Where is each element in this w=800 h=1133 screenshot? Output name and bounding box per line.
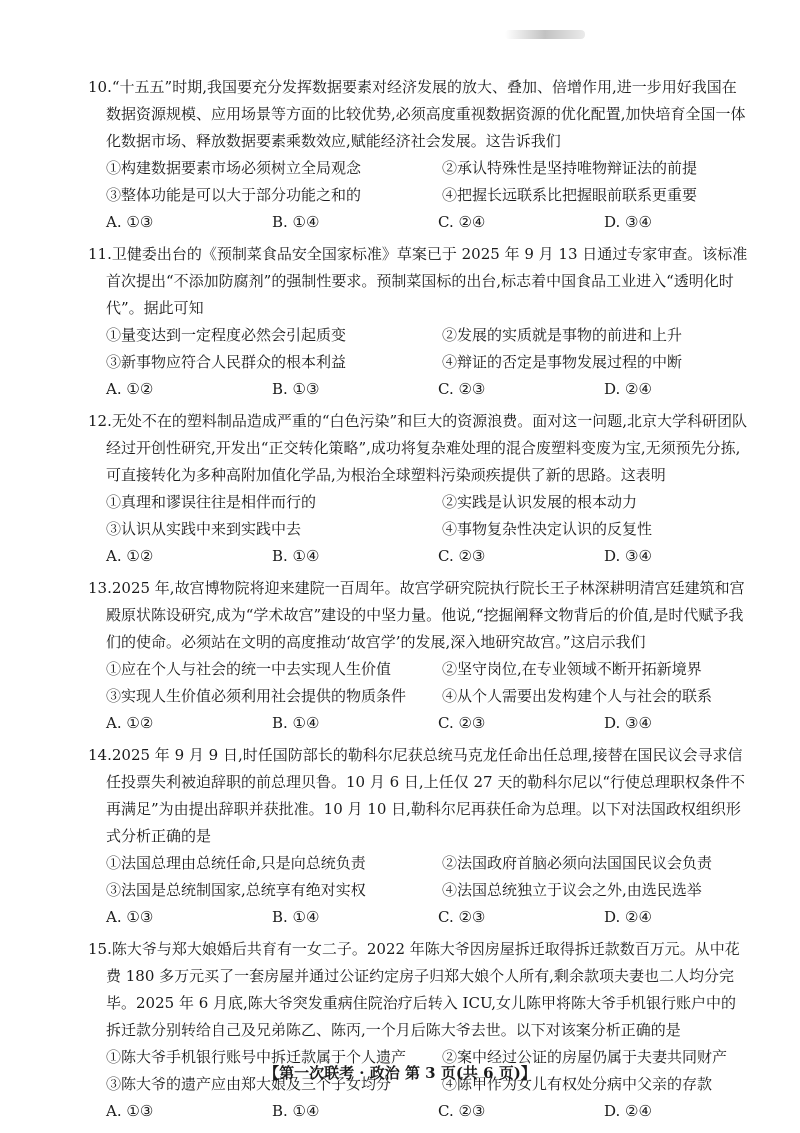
answer-choice: C. ②④ xyxy=(438,213,486,231)
statement-option: ④把握长远联系比把握眼前联系更重要 xyxy=(442,186,698,204)
statement-option: ①量变达到一定程度必然会引起质变 xyxy=(106,326,347,344)
answer-choice: D. ③④ xyxy=(604,714,652,732)
statement-option: ②案中经过公证的房屋仍属于夫妻共同财产 xyxy=(442,1048,728,1066)
page-footer: 【第一次联考 · 政治 第 3 页(共 6 页)】 xyxy=(264,1064,536,1082)
question-stem: 10.“十五五”时期,我国要充分发挥数据要素对经济发展的放大、叠加、倍增作用,进一步用好我国在数据资源规模、应用场景等方面的比较优势,必须高度重视数据资源的优化配置,加快培育全国一体化数据市场、释放数据要素乘数效应,赋能经济社会发展。这告诉我们 xyxy=(88,78,746,150)
statement-option: ②法国政府首脑必须向法国国民议会负责 xyxy=(442,854,713,872)
question-14 xyxy=(88,742,750,930)
statement-option: ①法国总理由总统任命,只是向总统负责 xyxy=(106,854,366,872)
answer-choice: A. ①③ xyxy=(106,908,154,926)
statement-option: ④事物复杂性决定认识的反复性 xyxy=(442,520,653,538)
answer-choice: A. ①② xyxy=(106,380,154,398)
question-stem: 15.陈大爷与郑大娘婚后共育有一女二子。2022 年陈大爷因房屋拆迁取得拆迁款数百万元。从中花费 180 多万元买了一套房屋并通过公证约定房子归郑大娘个人所有,剩余款项夫妻也二人均分完毕。2025 年 6 月底,陈大爷突发重病住院治疗后转入 ICU,女儿陈甲将陈大爷手机银行账户中的拆迁款分别转给自己及兄弟陈乙、陈丙,一个月后陈大爷去世。以下对该案分析正确的是 xyxy=(88,940,740,1039)
question-15 xyxy=(88,936,750,1124)
answer-choice: C. ②③ xyxy=(438,714,486,732)
answer-choice: C. ②③ xyxy=(438,380,486,398)
statement-option: ①陈大爷手机银行账号中拆迁款属于个人遗产 xyxy=(106,1048,407,1066)
statement-option: ③法国是总统制国家,总统享有绝对实权 xyxy=(106,881,366,899)
answer-choice: A. ①② xyxy=(106,547,154,565)
question-10 xyxy=(88,74,750,235)
question-stem: 13.2025 年,故宫博物院将迎来建院一百周年。故宫学研究院执行院长王子林深耕明清宫廷建筑和宫殿原状陈设研究,成为“学术故宫”建设的中坚力量。他说,“挖掘阐释文物背后的价值,是时代赋予我们的使命。必须站在文明的高度推动‘故宫学’的发展,深入地研究故宫。”这启示我们 xyxy=(88,579,745,651)
question-12 xyxy=(88,408,750,569)
answer-choices xyxy=(88,1098,750,1124)
question-stem: 14.2025 年 9 月 9 日,时任国防部长的勒科尔尼获总统马克龙任命出任总理,接替在国民议会寻求信任投票失利被迫辞职的前总理贝鲁。10 月 6 日,上任仅 27 天的勒科尔尼以“行使总理职权条件不再满足”为由提出辞职并获批准。10 月 10 日,勒科尔尼再获任命为总理。以下对法国政权组织形式分析正确的是 xyxy=(88,746,745,845)
statement-option: ④辩证的否定是事物发展过程的中断 xyxy=(442,353,683,371)
answer-choice: C. ②③ xyxy=(438,908,486,926)
answer-choice: C. ②③ xyxy=(438,1102,486,1120)
answer-choices xyxy=(88,376,750,402)
answer-choice: C. ②③ xyxy=(438,547,486,565)
answer-choice: D. ③④ xyxy=(604,547,652,565)
question-13 xyxy=(88,575,750,736)
statement-option: ③整体功能是可以大于部分功能之和的 xyxy=(106,186,362,204)
answer-choice: D. ③④ xyxy=(604,213,652,231)
statement-option: ①应在个人与社会的统一中去实现人生价值 xyxy=(106,660,392,678)
answer-choice: B. ①④ xyxy=(272,547,320,565)
answer-choice: B. ①④ xyxy=(272,714,320,732)
statement-option: ②实践是认识发展的根本动力 xyxy=(442,493,638,511)
question-11 xyxy=(88,241,750,402)
statement-option: ④法国总统独立于议会之外,由选民选举 xyxy=(442,881,702,899)
statement-option: ②坚守岗位,在专业领域不断开拓新境界 xyxy=(442,660,702,678)
answer-choice: B. ①④ xyxy=(272,908,320,926)
answer-choice: B. ①③ xyxy=(272,380,320,398)
answer-choice: B. ①④ xyxy=(272,213,320,231)
statement-options xyxy=(88,656,750,710)
statement-option: ③认识从实践中来到实践中去 xyxy=(106,520,302,538)
statement-option: ④从个人需要出发构建个人与社会的联系 xyxy=(442,687,713,705)
answer-choice: D. ②④ xyxy=(604,380,652,398)
statement-option: ③新事物应符合人民群众的根本利益 xyxy=(106,353,347,371)
answer-choices xyxy=(88,209,750,235)
statement-option: ④陈甲作为女儿有权处分病中父亲的存款 xyxy=(442,1075,713,1093)
statement-options xyxy=(88,155,750,209)
answer-choices xyxy=(88,710,750,736)
question-stem: 12.无处不在的塑料制品造成严重的“白色污染”和巨大的资源浪费。面对这一问题,北京大学科研团队经过开创性研究,开发出“正交转化策略”,成功将复杂难处理的混合废塑料变废为宝,无须预先分拣,可直接转化为多种高附加值化学品,为根治全球塑料污染顽疾提供了新的思路。这表明 xyxy=(88,412,747,484)
statement-option: ①构建数据要素市场必须树立全局观念 xyxy=(106,159,362,177)
statement-option: ②发展的实质就是事物的前进和上升 xyxy=(442,326,683,344)
question-stem: 11.卫健委出台的《预制菜食品安全国家标准》草案已于 2025 年 9 月 13 日通过专家审查。该标准首次提出“不添加防腐剂”的强制性要求。预制菜国标的出台,标志着中国食品工业进入“透明化时代”。据此可知 xyxy=(88,245,748,317)
answer-choice: D. ②④ xyxy=(604,1102,652,1120)
answer-choice: A. ①③ xyxy=(106,1102,154,1120)
statement-option: ①真理和谬误往往是相伴而行的 xyxy=(106,493,317,511)
answer-choice: D. ②④ xyxy=(604,908,652,926)
scan-smudge xyxy=(505,30,585,39)
statement-options xyxy=(88,850,750,904)
answer-choice: B. ①④ xyxy=(272,1102,320,1120)
statement-options xyxy=(88,489,750,543)
answer-choices xyxy=(88,904,750,930)
answer-choice: A. ①② xyxy=(106,714,154,732)
answer-choice: A. ①③ xyxy=(106,213,154,231)
question-page xyxy=(88,74,750,1130)
statement-option: ③陈大爷的遗产应由郑大娘及三个子女均分 xyxy=(106,1075,392,1093)
statement-option: ③实现人生价值必须利用社会提供的物质条件 xyxy=(106,687,407,705)
statement-option: ②承认特殊性是坚持唯物辩证法的前提 xyxy=(442,159,698,177)
answer-choices xyxy=(88,543,750,569)
statement-options xyxy=(88,322,750,376)
